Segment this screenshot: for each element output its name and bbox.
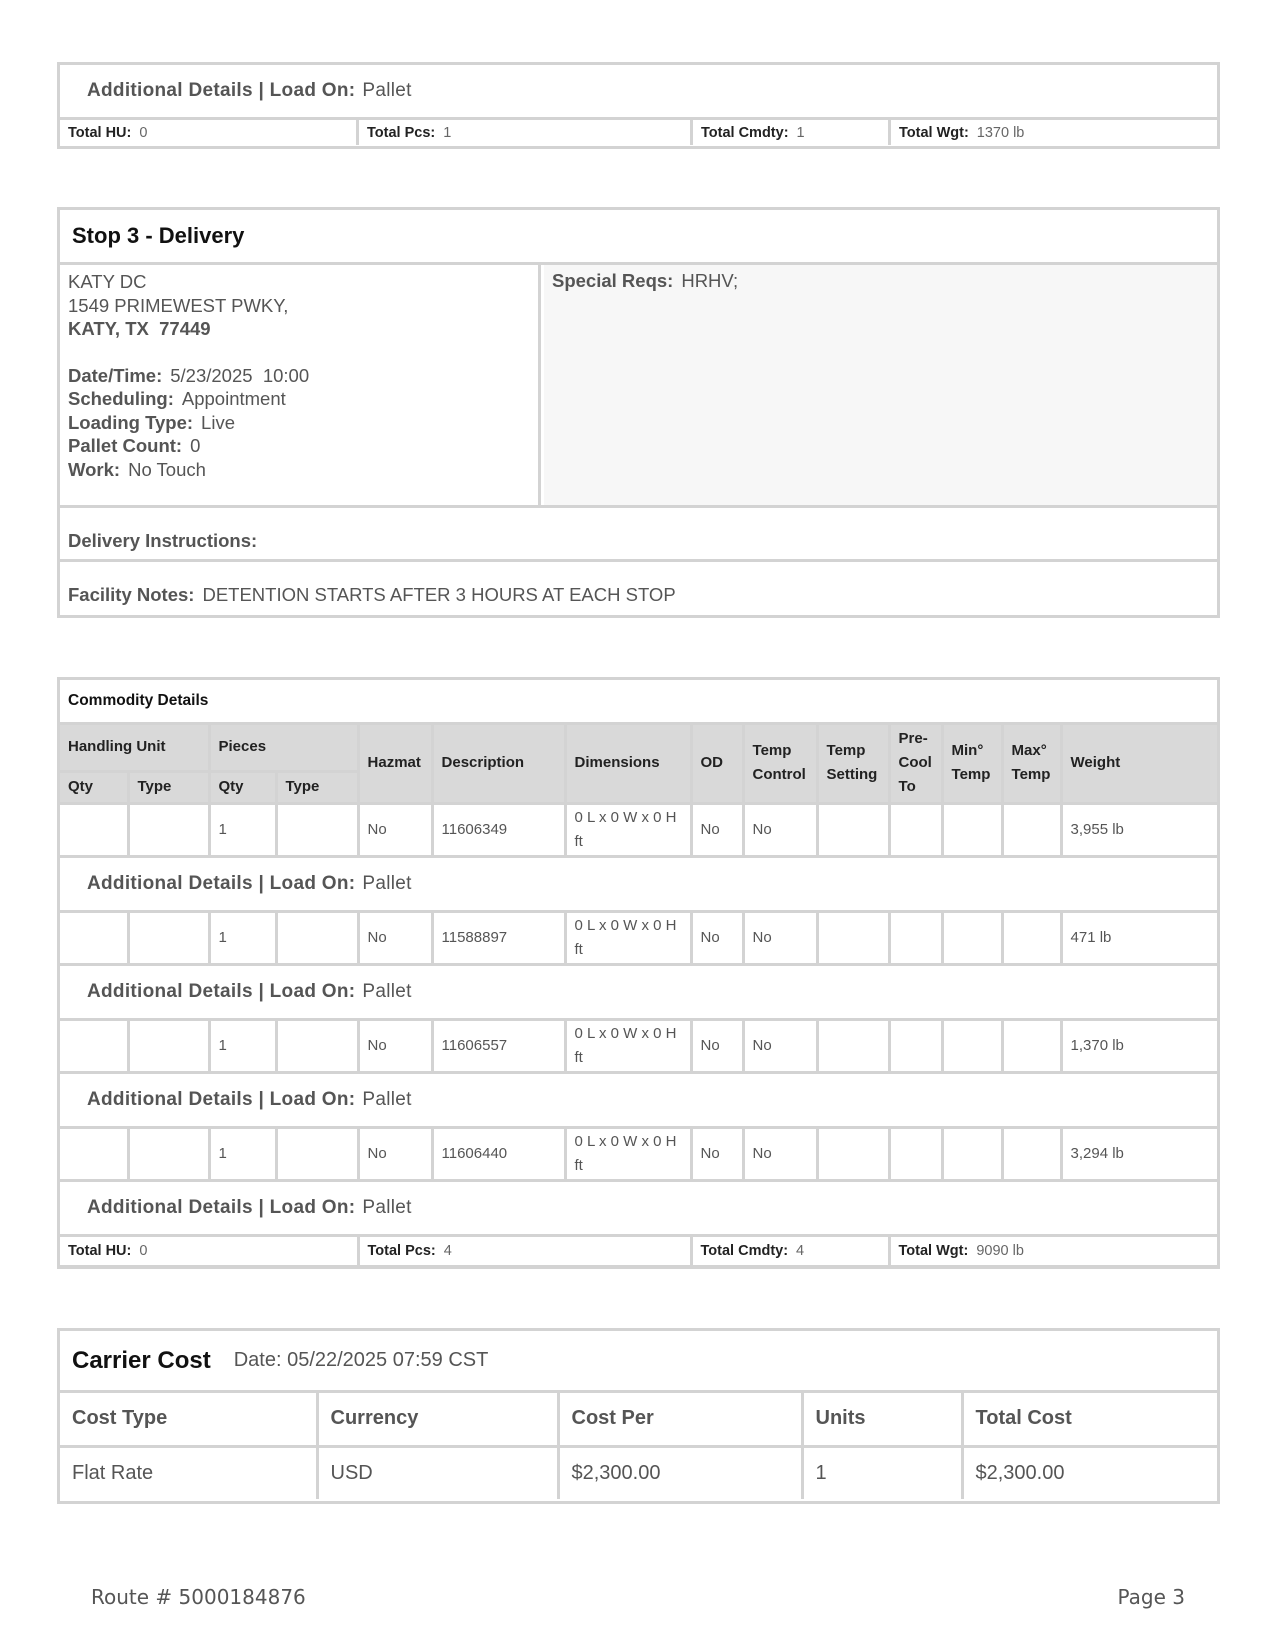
temp-control-cell: No <box>743 1127 817 1180</box>
carrier-cost-date: Date: 05/22/2025 07:59 CST <box>233 1349 489 1371</box>
total-hu: Total HU: 0 <box>60 120 359 145</box>
weight-header: Weight <box>1061 725 1217 803</box>
commodity-totals-row <box>60 1235 1217 1266</box>
currency-header: Currency <box>317 1393 558 1446</box>
dimensions-header: Dimensions <box>565 725 691 803</box>
load-on-value: Pallet <box>362 80 412 101</box>
hu-qty-cell <box>60 911 128 964</box>
stop-address-panel <box>60 265 541 505</box>
total-pcs: Total Pcs: 4 <box>358 1235 691 1266</box>
max-temp-cell <box>1002 911 1061 964</box>
delivery-instructions: Delivery Instructions: <box>60 505 1217 559</box>
pre-cool-cell <box>889 803 942 856</box>
od-cell: No <box>691 911 743 964</box>
datetime-line: Date/Time: 5/23/2025 10:00 <box>68 364 310 386</box>
total-hu: Total HU: 0 <box>60 1235 358 1266</box>
additional-details-row <box>60 65 1217 117</box>
pcs-type-cell <box>276 803 358 856</box>
description-cell: 11606557 <box>432 1019 565 1072</box>
commodity-table <box>60 725 1217 1268</box>
weight-cell: 3,955 lb <box>1061 803 1217 856</box>
loading-type-line: Loading Type: Live <box>68 411 235 433</box>
hu-type-cell <box>128 803 209 856</box>
table-row <box>60 1019 1217 1072</box>
totals-row <box>60 117 1217 145</box>
stop-section <box>57 207 1220 618</box>
pcs-qty-cell: 1 <box>209 1127 276 1180</box>
hu-qty-header: Qty <box>60 771 128 803</box>
od-cell: No <box>691 803 743 856</box>
max-temp-header: Max° Temp <box>1002 725 1061 803</box>
od-header: OD <box>691 725 743 803</box>
handling-unit-header: Handling Unit <box>60 725 209 771</box>
route-number: Route # 5000184876 <box>91 1585 306 1609</box>
description-cell: 11606349 <box>432 803 565 856</box>
previous-stop-summary <box>57 62 1220 149</box>
temp-control-cell: No <box>743 803 817 856</box>
carrier-cost-table <box>60 1393 1217 1499</box>
cost-type-header: Cost Type <box>60 1393 317 1446</box>
cost-per-header: Cost Per <box>558 1393 802 1446</box>
hazmat-cell: No <box>358 1127 432 1180</box>
hu-type-cell <box>128 911 209 964</box>
hu-type-cell <box>128 1019 209 1072</box>
facility-name: KATY DC <box>68 271 147 292</box>
dimensions-cell: 0 L x 0 W x 0 H ft <box>565 803 691 856</box>
address-line: 1549 PRIMEWEST PWKY, <box>68 294 289 316</box>
cost-per-cell: $2,300.00 <box>558 1446 802 1499</box>
total-cost-header: Total Cost <box>962 1393 1217 1446</box>
temp-control-cell: No <box>743 911 817 964</box>
commodity-title: Commodity Details <box>60 680 1217 725</box>
weight-cell: 1,370 lb <box>1061 1019 1217 1072</box>
units-cell: 1 <box>802 1446 962 1499</box>
min-temp-header: Min° Temp <box>942 725 1002 803</box>
total-wgt: Total Wgt: 1370 lb <box>899 124 1025 141</box>
total-pcs: Total Pcs: 1 <box>359 120 693 145</box>
description-cell: 11588897 <box>432 911 565 964</box>
hazmat-header: Hazmat <box>358 725 432 803</box>
special-reqs-label: Special Reqs: <box>552 270 674 291</box>
weight-cell: 3,294 lb <box>1061 1127 1217 1180</box>
table-row <box>60 1446 1217 1499</box>
total-cmdty: Total Cmdty: 1 <box>693 120 891 145</box>
additional-details-row: Additional Details | Load On: Pallet <box>60 1180 1217 1235</box>
total-cmdty: Total Cmdty: 4 <box>691 1235 889 1266</box>
pre-cool-cell <box>889 1127 942 1180</box>
pre-cool-cell <box>889 1019 942 1072</box>
additional-details-label: Additional Details | Load On: <box>87 80 356 101</box>
weight-cell: 471 lb <box>1061 911 1217 964</box>
od-cell: No <box>691 1127 743 1180</box>
temp-setting-cell <box>817 803 889 856</box>
pcs-qty-header: Qty <box>209 771 276 803</box>
commodity-details <box>57 677 1220 1269</box>
page-number: Page 3 <box>1117 1585 1185 1609</box>
pcs-qty-cell: 1 <box>209 803 276 856</box>
min-temp-cell <box>942 1019 1002 1072</box>
facility-notes: Facility Notes: DETENTION STARTS AFTER 3 HOURS AT EACH STOP <box>60 559 1217 613</box>
temp-control-cell: No <box>743 1019 817 1072</box>
pallet-count-line: Pallet Count: 0 <box>68 435 201 456</box>
table-row <box>60 1127 1217 1180</box>
description-header: Description <box>432 725 565 803</box>
max-temp-cell <box>1002 1127 1061 1180</box>
city-state-zip: KATY, TX 77449 <box>68 318 211 339</box>
pre-cool-header: Pre-Cool To <box>889 725 942 803</box>
pcs-type-cell <box>276 911 358 964</box>
work-line: Work: No Touch <box>68 458 206 480</box>
carrier-cost-title: Carrier Cost <box>72 1346 211 1374</box>
min-temp-cell <box>942 803 1002 856</box>
min-temp-cell <box>942 1127 1002 1180</box>
dimensions-cell: 0 L x 0 W x 0 H ft <box>565 1127 691 1180</box>
units-header: Units <box>802 1393 962 1446</box>
dimensions-cell: 0 L x 0 W x 0 H ft <box>565 911 691 964</box>
hu-type-cell <box>128 1127 209 1180</box>
pcs-qty-cell: 1 <box>209 1019 276 1072</box>
max-temp-cell <box>1002 803 1061 856</box>
temp-setting-cell <box>817 1127 889 1180</box>
min-temp-cell <box>942 911 1002 964</box>
pcs-type-cell <box>276 1019 358 1072</box>
special-reqs-panel <box>544 265 1217 505</box>
additional-details-row: Additional Details | Load On: Pallet <box>60 964 1217 1019</box>
carrier-cost-section <box>57 1328 1220 1504</box>
scheduling-line: Scheduling: Appointment <box>68 388 286 409</box>
currency-cell: USD <box>317 1446 558 1499</box>
table-row <box>60 803 1217 856</box>
table-row <box>60 911 1217 964</box>
hu-qty-cell <box>60 1127 128 1180</box>
temp-setting-cell <box>817 1019 889 1072</box>
pre-cool-cell <box>889 911 942 964</box>
od-cell: No <box>691 1019 743 1072</box>
total-wgt: Total Wgt: 9090 lb <box>889 1235 1217 1266</box>
hazmat-cell: No <box>358 803 432 856</box>
pieces-header: Pieces <box>209 725 358 771</box>
additional-details-row: Additional Details | Load On: Pallet <box>60 856 1217 911</box>
total-cost-cell: $2,300.00 <box>962 1446 1217 1499</box>
special-reqs-value: HRHV; <box>681 270 739 291</box>
hu-type-header: Type <box>128 771 209 803</box>
description-cell: 11606440 <box>432 1127 565 1180</box>
pcs-qty-cell: 1 <box>209 911 276 964</box>
hu-qty-cell <box>60 803 128 856</box>
dimensions-cell: 0 L x 0 W x 0 H ft <box>565 1019 691 1072</box>
temp-setting-header: Temp Setting <box>817 725 889 803</box>
carrier-cost-header <box>60 1331 1217 1393</box>
stop-title: Stop 3 - Delivery <box>60 210 1217 265</box>
additional-details-row: Additional Details | Load On: Pallet <box>60 1072 1217 1127</box>
hazmat-cell: No <box>358 911 432 964</box>
pcs-type-cell <box>276 1127 358 1180</box>
hu-qty-cell <box>60 1019 128 1072</box>
pcs-type-header: Type <box>276 771 358 803</box>
max-temp-cell <box>1002 1019 1061 1072</box>
hazmat-cell: No <box>358 1019 432 1072</box>
temp-control-header: Temp Control <box>743 725 817 803</box>
temp-setting-cell <box>817 911 889 964</box>
cost-type-cell: Flat Rate <box>60 1446 317 1499</box>
